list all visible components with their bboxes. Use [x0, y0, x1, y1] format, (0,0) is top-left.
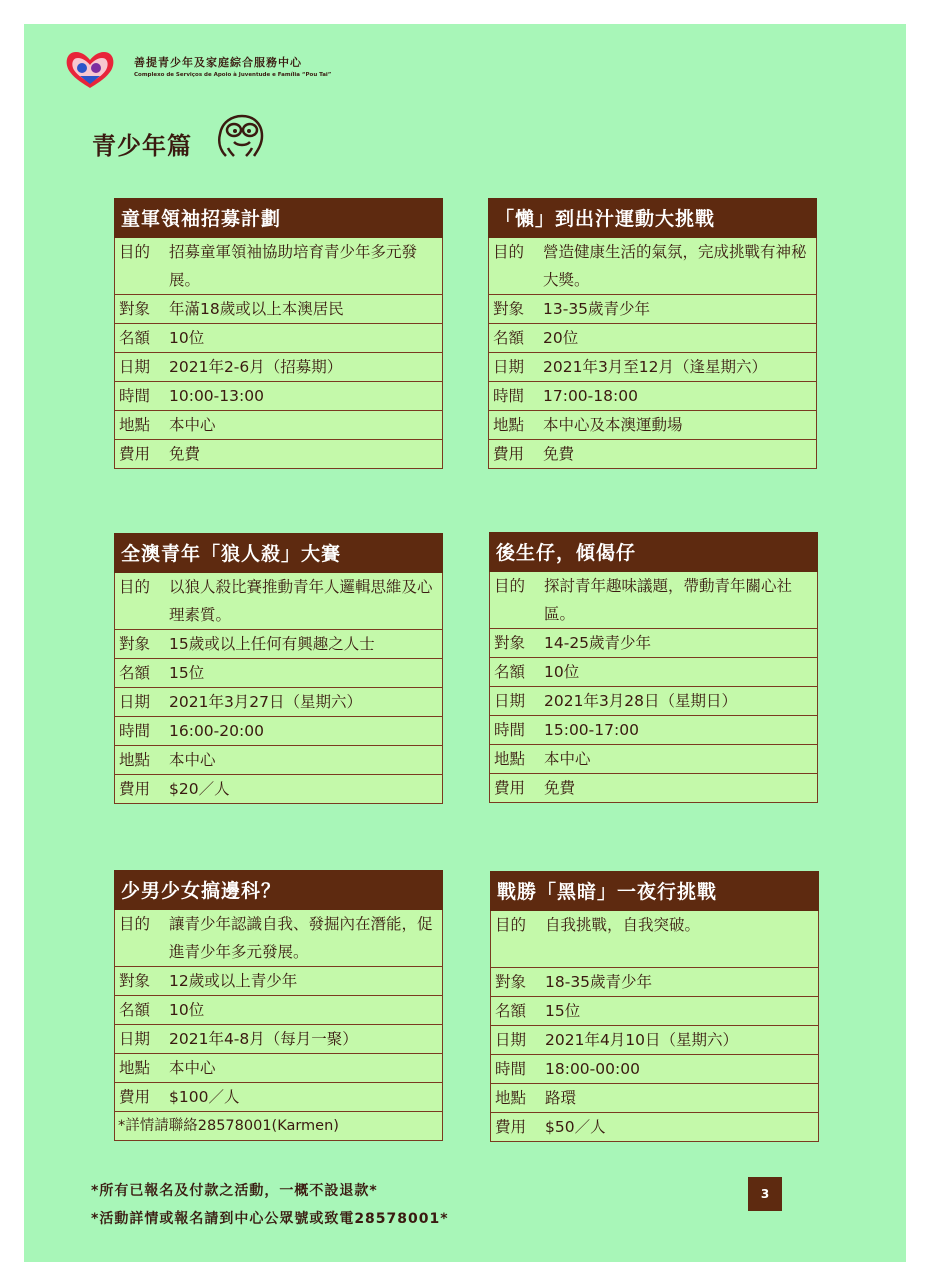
label-quota: 名額 — [494, 663, 526, 681]
row-fee — [114, 775, 443, 804]
value-fee: 免費 — [544, 779, 576, 797]
row-date — [114, 688, 443, 717]
value-purpose: 營造健康生活的氣氛，完成挑戰有神秘大獎。 — [543, 243, 807, 289]
value-target: 14-25歲青少年 — [544, 634, 652, 652]
label-venue: 地點 — [119, 416, 151, 434]
value-quota: 15位 — [545, 1002, 581, 1020]
label-date: 日期 — [119, 1030, 151, 1048]
label-quota: 名額 — [493, 329, 525, 347]
row-date — [489, 687, 818, 716]
row-target — [114, 295, 443, 324]
value-venue: 路環 — [545, 1089, 577, 1107]
activity-card-sports-challenge — [488, 198, 817, 469]
label-venue: 地點 — [495, 1089, 527, 1107]
label-venue: 地點 — [493, 416, 525, 434]
row-quota — [114, 996, 443, 1025]
label-fee: 費用 — [119, 1088, 151, 1106]
row-purpose — [488, 238, 817, 295]
smiley-face-icon — [212, 112, 268, 160]
value-quota: 10位 — [169, 1001, 205, 1019]
value-purpose: 招募童軍領袖協助培育青少年多元發展。 — [169, 243, 418, 289]
value-fee: $20／人 — [169, 780, 230, 798]
value-time: 17:00-18:00 — [543, 387, 638, 405]
card-title: 「懶」到出汁運動大挑戰 — [488, 198, 817, 238]
row-purpose — [489, 572, 818, 629]
row-date — [488, 353, 817, 382]
row-time — [490, 1055, 819, 1084]
refund-notice: *所有已報名及付款之活動，一概不設退款* — [91, 1183, 378, 1199]
value-time: 18:00-00:00 — [545, 1060, 640, 1078]
label-quota: 名額 — [495, 1002, 527, 1020]
card-title: 童軍領袖招募計劃 — [114, 198, 443, 238]
value-target: 15歲或以上任何有興趣之人士 — [169, 635, 375, 653]
row-quota — [114, 659, 443, 688]
activity-card-youth-chat — [489, 532, 818, 803]
value-target: 12歲或以上青少年 — [169, 972, 298, 990]
row-venue — [114, 746, 443, 775]
row-target — [490, 968, 819, 997]
value-time: 15:00-17:00 — [544, 721, 639, 739]
label-venue: 地點 — [119, 751, 151, 769]
row-venue — [488, 411, 817, 440]
label-target: 對象 — [495, 973, 527, 991]
label-purpose: 目的 — [494, 577, 526, 595]
label-purpose: 目的 — [495, 916, 527, 934]
card-title: 全澳青年「狼人殺」大賽 — [114, 533, 443, 573]
label-venue: 地點 — [119, 1059, 151, 1077]
row-venue — [114, 411, 443, 440]
row-target — [489, 629, 818, 658]
value-quota: 10位 — [169, 329, 205, 347]
row-time — [114, 717, 443, 746]
label-date: 日期 — [119, 358, 151, 376]
organization-name-portuguese: Complexo de Serviços de Apoio à Juventude e Família “Pou Tai” — [134, 72, 332, 78]
label-time: 時間 — [119, 722, 151, 740]
label-fee: 費用 — [119, 445, 151, 463]
label-time: 時間 — [493, 387, 525, 405]
row-venue — [490, 1084, 819, 1113]
activity-card-scout-leader — [114, 198, 443, 469]
label-purpose: 目的 — [493, 243, 525, 261]
value-venue: 本中心 — [169, 1059, 216, 1077]
value-venue: 本中心 — [169, 751, 216, 769]
label-quota: 名額 — [119, 1001, 151, 1019]
value-purpose: 自我挑戰，自我突破。 — [545, 916, 701, 934]
row-time — [489, 716, 818, 745]
label-target: 對象 — [119, 635, 151, 653]
value-purpose: 探討青年趣味議題，帶動青年關心社區。 — [544, 577, 793, 623]
value-fee: 免費 — [169, 445, 201, 463]
row-date — [114, 353, 443, 382]
row-purpose — [114, 910, 443, 967]
value-venue: 本中心及本澳運動場 — [543, 416, 683, 434]
value-target: 18-35歲青少年 — [545, 973, 653, 991]
row-date — [114, 1025, 443, 1054]
label-date: 日期 — [495, 1031, 527, 1049]
row-time — [114, 382, 443, 411]
page-number: 3 — [748, 1177, 782, 1211]
row-venue — [114, 1054, 443, 1083]
value-purpose: 以狼人殺比賽推動青年人邏輯思維及心理素質。 — [169, 578, 433, 624]
row-quota — [489, 658, 818, 687]
label-purpose: 目的 — [119, 578, 151, 596]
label-date: 日期 — [493, 358, 525, 376]
label-purpose: 目的 — [119, 915, 151, 933]
value-date: 2021年3月至12月（逢星期六） — [543, 358, 768, 376]
row-fee — [114, 440, 443, 469]
value-time: 16:00-20:00 — [169, 722, 264, 740]
value-quota: 20位 — [543, 329, 579, 347]
row-target — [114, 630, 443, 659]
row-fee — [489, 774, 818, 803]
value-date: 2021年4-8月（每月一聚） — [169, 1030, 358, 1048]
row-time — [488, 382, 817, 411]
label-date: 日期 — [494, 692, 526, 710]
value-date: 2021年3月27日（星期六） — [169, 693, 363, 711]
label-quota: 名額 — [119, 664, 151, 682]
value-date: 2021年3月28日（星期日） — [544, 692, 738, 710]
activity-card-teen-workshop — [114, 870, 443, 1141]
value-target: 年滿18歲或以上本澳居民 — [169, 300, 344, 318]
label-time: 時間 — [495, 1060, 527, 1078]
row-fee — [488, 440, 817, 469]
card-title: 戰勝「黑暗」一夜行挑戰 — [490, 871, 819, 911]
value-purpose: 讓青少年認識自我、發掘內在潛能，促進青少年多元發展。 — [169, 915, 433, 961]
organization-logo — [62, 46, 122, 90]
label-venue: 地點 — [494, 750, 526, 768]
label-fee: 費用 — [494, 779, 526, 797]
row-quota — [114, 324, 443, 353]
value-fee: 免費 — [543, 445, 575, 463]
row-quota — [490, 997, 819, 1026]
label-target: 對象 — [494, 634, 526, 652]
value-venue: 本中心 — [169, 416, 216, 434]
label-quota: 名額 — [119, 329, 151, 347]
row-venue — [489, 745, 818, 774]
contact-notice: *活動詳情或報名請到中心公眾號或致電28578001* — [91, 1211, 449, 1227]
value-fee: $100／人 — [169, 1088, 240, 1106]
label-fee: 費用 — [495, 1118, 527, 1136]
row-purpose — [490, 911, 819, 968]
label-target: 對象 — [119, 300, 151, 318]
label-fee: 費用 — [493, 445, 525, 463]
section-title: 青少年篇 — [92, 132, 192, 160]
row-fee — [114, 1083, 443, 1112]
activity-card-night-walk — [490, 871, 819, 1142]
value-date: 2021年4月10日（星期六） — [545, 1031, 739, 1049]
card-title: 少男少女搞邊科？ — [114, 870, 443, 910]
value-time: 10:00-13:00 — [169, 387, 264, 405]
value-fee: $50／人 — [545, 1118, 606, 1136]
card-title: 後生仔，傾偈仔 — [489, 532, 818, 572]
row-fee — [490, 1113, 819, 1142]
value-date: 2021年2-6月（招募期） — [169, 358, 343, 376]
value-quota: 15位 — [169, 664, 205, 682]
label-time: 時間 — [119, 387, 151, 405]
row-quota — [488, 324, 817, 353]
value-target: 13-35歲青少年 — [543, 300, 651, 318]
row-purpose — [114, 573, 443, 630]
label-fee: 費用 — [119, 780, 151, 798]
value-venue: 本中心 — [544, 750, 591, 768]
label-purpose: 目的 — [119, 243, 151, 261]
label-time: 時間 — [494, 721, 526, 739]
contact-note: *詳情請聯絡28578001(Karmen) — [114, 1112, 443, 1141]
label-target: 對象 — [493, 300, 525, 318]
value-quota: 10位 — [544, 663, 580, 681]
organization-name-chinese: 善提青少年及家庭綜合服務中心 — [134, 56, 302, 69]
row-purpose — [114, 238, 443, 295]
row-date — [490, 1026, 819, 1055]
label-date: 日期 — [119, 693, 151, 711]
label-target: 對象 — [119, 972, 151, 990]
organization-name — [134, 54, 331, 78]
row-target — [114, 967, 443, 996]
activity-card-werewolf-contest — [114, 533, 443, 804]
row-target — [488, 295, 817, 324]
